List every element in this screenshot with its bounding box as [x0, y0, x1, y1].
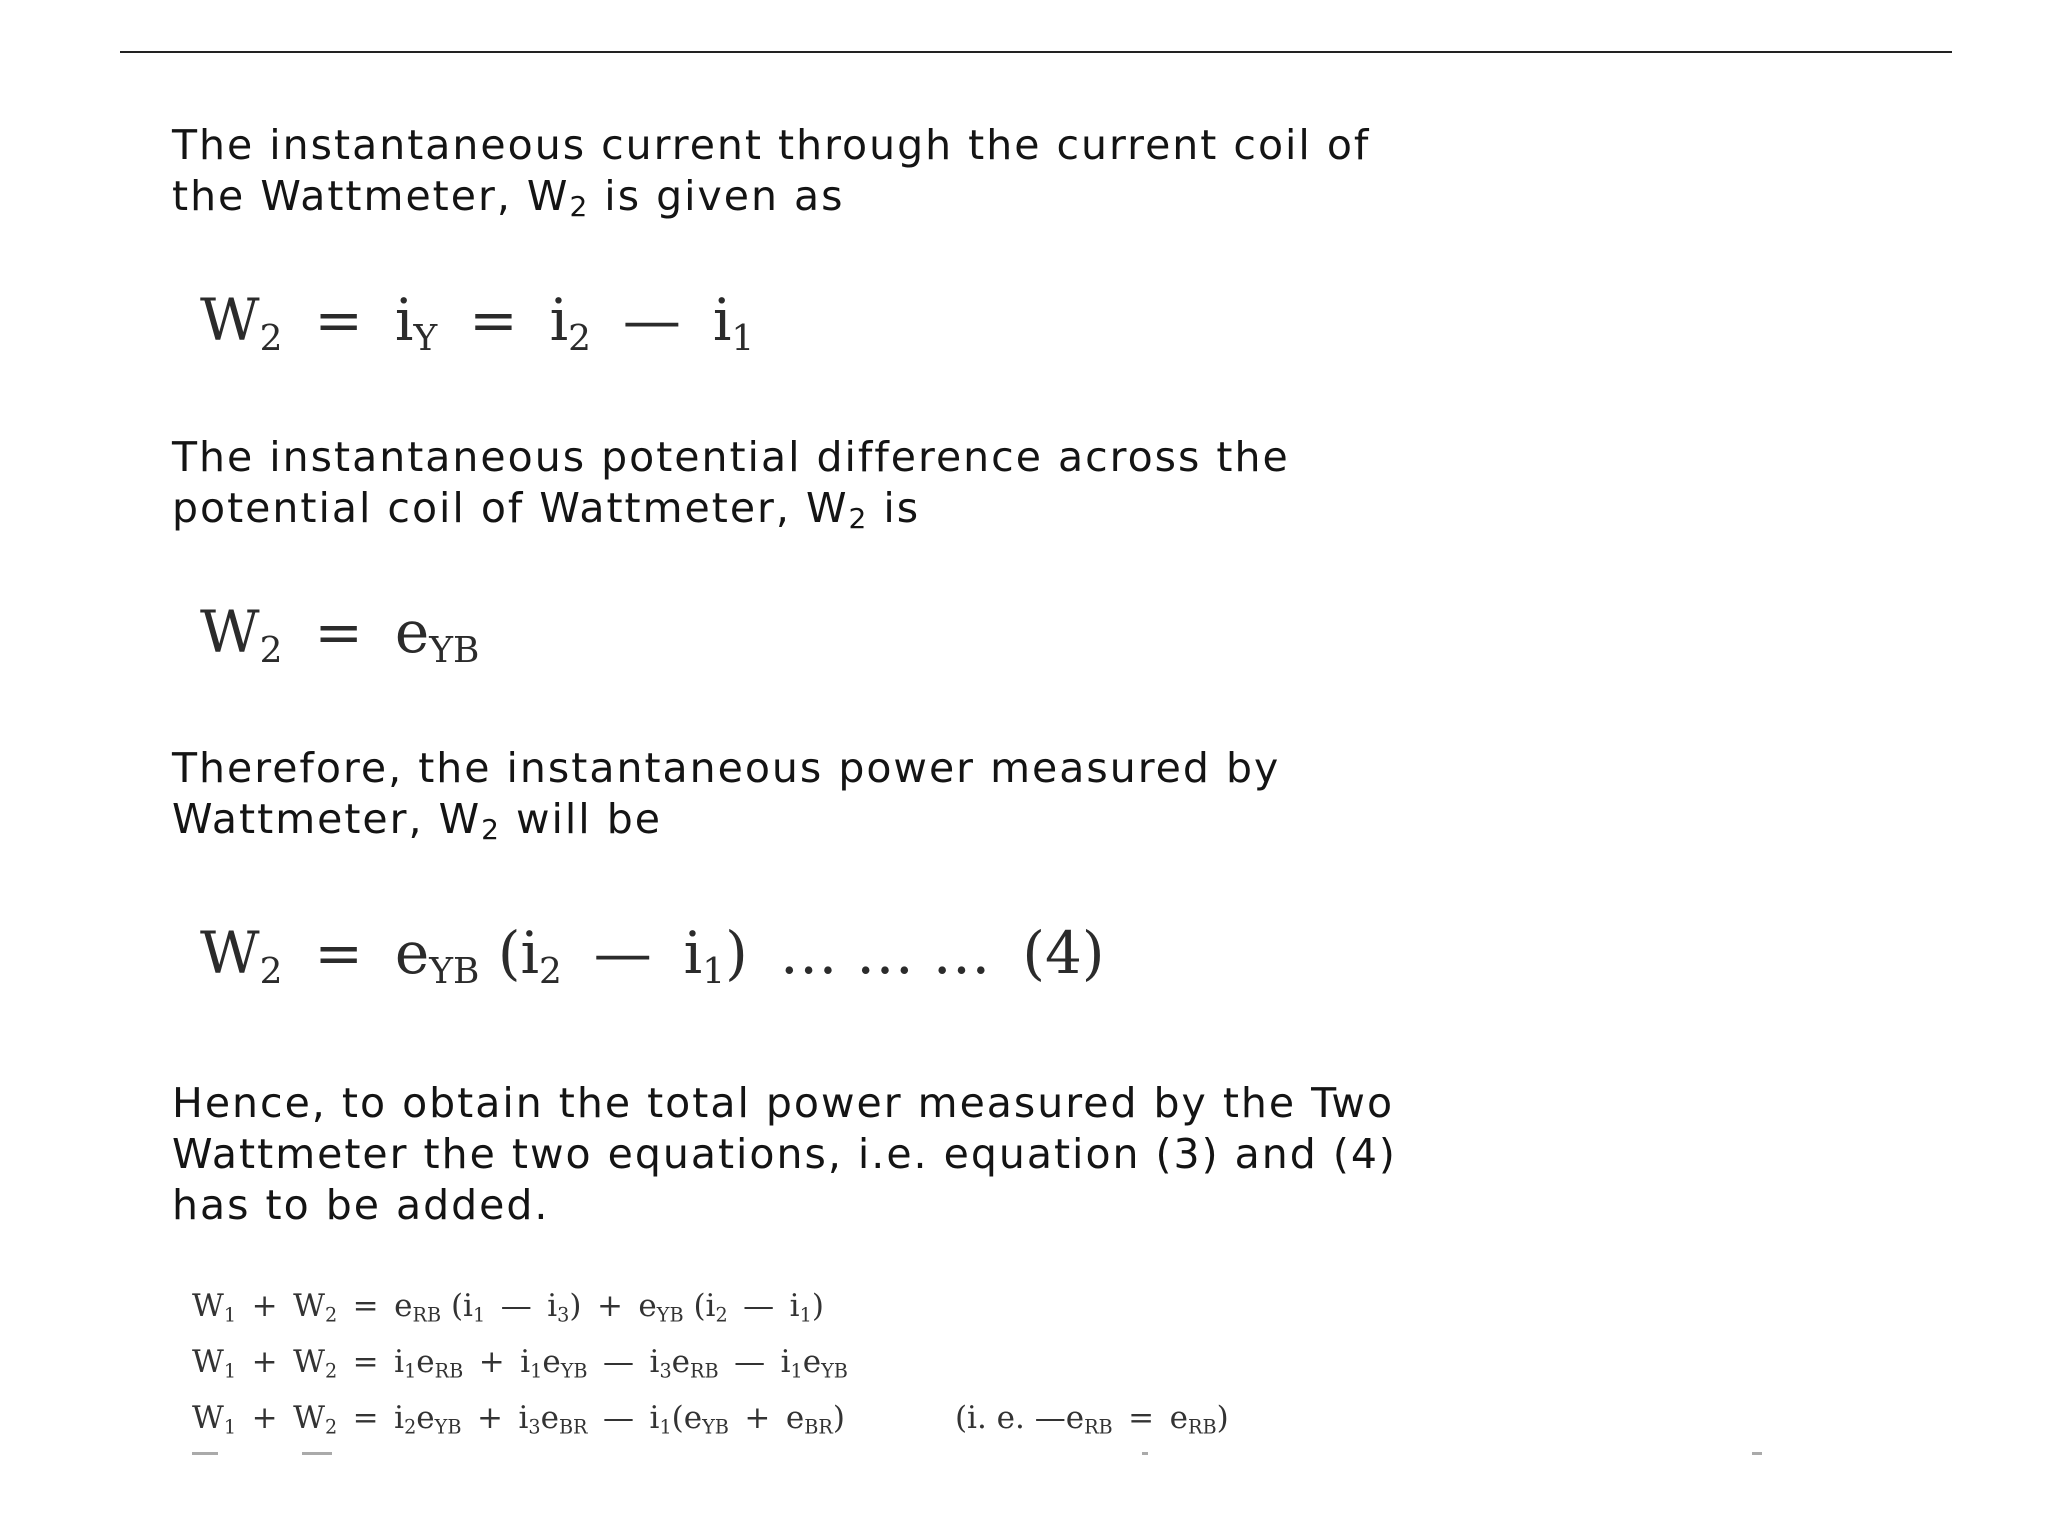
- eq-subscript: YB: [434, 1415, 462, 1439]
- eq-operator: =: [314, 919, 363, 987]
- equation-label: (4): [1022, 919, 1105, 987]
- eq-subscript: 2: [259, 630, 283, 672]
- eq-operator: +: [251, 1400, 278, 1436]
- eq-subscript: RB: [412, 1303, 442, 1327]
- paragraph-line: Hence, to obtain the total power measured by the Two: [172, 1079, 1395, 1127]
- eq-subscript: 2: [324, 1359, 338, 1383]
- remnant-mark: [1142, 1452, 1148, 1455]
- paragraph-potential-coil: [172, 432, 1932, 534]
- equation-potential: [200, 597, 480, 672]
- eq-operator: =: [352, 1344, 379, 1380]
- eq-operator: =: [469, 286, 518, 354]
- eq-operator: =: [352, 1288, 379, 1324]
- eq-operator: =: [314, 598, 363, 666]
- eq-subscript: BR: [558, 1415, 588, 1439]
- eq-symbol: e: [394, 1288, 413, 1324]
- eq-symbol: W: [200, 919, 260, 987]
- subscript: 2: [848, 502, 869, 535]
- eq-symbol: e: [394, 598, 430, 666]
- eq-operator: —: [603, 1344, 635, 1380]
- equation-current: [200, 285, 755, 360]
- eq-subscript: RB: [690, 1359, 719, 1383]
- eq-subscript: 2: [259, 951, 283, 993]
- paragraph-line: [172, 483, 1932, 534]
- text-run: will be: [500, 795, 662, 843]
- eq-operator: +: [251, 1288, 278, 1324]
- eq-symbol: (i: [497, 919, 539, 987]
- eq-symbol: e: [1169, 1400, 1188, 1436]
- paragraph-line: has to be added.: [172, 1181, 550, 1229]
- eq-symbol: W: [192, 1288, 224, 1324]
- eq-subscript: YB: [656, 1303, 684, 1327]
- eq-operator: +: [744, 1400, 771, 1436]
- text-run: potential coil of Wattmeter, W: [172, 484, 849, 532]
- eq-subscript: 2: [404, 1415, 417, 1439]
- remnant-mark: [302, 1452, 332, 1455]
- eq-symbol: e: [785, 1400, 805, 1436]
- eq-symbol: ): [1216, 1400, 1229, 1436]
- eq-symbol: i: [394, 286, 414, 354]
- eq-symbol: W: [192, 1400, 224, 1436]
- eq-symbol: i: [683, 919, 703, 987]
- eq-subscript: 2: [568, 318, 592, 360]
- eq-subscript: 2: [715, 1303, 728, 1327]
- eq-operator: =: [1128, 1400, 1155, 1436]
- eq-subscript: 1: [799, 1303, 812, 1327]
- paragraph-line: [172, 794, 1932, 845]
- eq-subscript: 2: [324, 1303, 338, 1327]
- paragraph-line: The instantaneous current through the current coil of: [172, 121, 1371, 169]
- text-run: is given as: [589, 172, 845, 220]
- equation-sum-1: [192, 1286, 824, 1326]
- eq-operator: —: [593, 919, 652, 987]
- eq-subscript: RB: [1187, 1415, 1217, 1439]
- eq-operator: —: [622, 286, 681, 354]
- subscript: 2: [481, 813, 501, 846]
- eq-symbol: W: [200, 598, 260, 666]
- eq-subscript: 1: [659, 1415, 672, 1439]
- eq-operator: —: [500, 1288, 532, 1324]
- eq-subscript: YB: [429, 630, 480, 672]
- eq-symbol: e: [542, 1344, 561, 1380]
- eq-subscript: 2: [259, 318, 283, 360]
- eq-subscript: 1: [702, 951, 726, 993]
- eq-symbol: W: [192, 1344, 224, 1380]
- eq-symbol: e: [802, 1344, 822, 1380]
- eq-subscript: YB: [429, 951, 480, 993]
- eq-symbol: e: [394, 919, 430, 987]
- paragraph-power: [172, 743, 1932, 845]
- eq-subscript: 2: [324, 1415, 338, 1439]
- eq-subscript: Y: [413, 318, 438, 360]
- eq-subscript: YB: [702, 1415, 729, 1439]
- eq-symbol: i: [649, 1344, 660, 1380]
- eq-symbol: i: [520, 1344, 531, 1380]
- eq-symbol: i: [549, 286, 569, 354]
- paragraph-current-coil: [172, 120, 1932, 222]
- eq-symbol: e: [416, 1400, 435, 1436]
- eq-symbol: ): [811, 1288, 824, 1324]
- eq-operator: =: [314, 286, 363, 354]
- eq-subscript: 3: [557, 1303, 570, 1327]
- eq-subscript: RB: [434, 1359, 464, 1383]
- remnant-mark: [192, 1452, 218, 1455]
- eq-operator: —: [734, 1344, 766, 1380]
- text-run: Wattmeter, W: [172, 795, 482, 843]
- eq-symbol: e: [540, 1400, 559, 1436]
- paragraph-total-power: [172, 1078, 1932, 1231]
- eq-dots: … … …: [779, 919, 991, 987]
- eq-symbol: i: [649, 1400, 660, 1436]
- paragraph-line: Wattmeter the two equations, i.e. equation (3) and (4): [172, 1130, 1397, 1178]
- eq-symbol: ): [569, 1288, 582, 1324]
- eq-subscript: 1: [731, 318, 755, 360]
- paragraph-line: The instantaneous potential difference across the: [172, 433, 1290, 481]
- equation-power-4: [200, 918, 1105, 993]
- eq-symbol: i: [394, 1400, 405, 1436]
- eq-subscript: BR: [804, 1415, 833, 1439]
- eq-subscript: RB: [1084, 1415, 1113, 1439]
- eq-symbol: (e: [671, 1400, 703, 1436]
- cropped-equation-remnant: [192, 1452, 1892, 1458]
- top-divider: [120, 51, 1952, 53]
- eq-symbol: i: [547, 1288, 558, 1324]
- text-run: is: [868, 484, 921, 532]
- eq-symbol: i: [780, 1344, 791, 1380]
- eq-subscript: 1: [472, 1303, 486, 1327]
- eq-subscript: 3: [528, 1415, 541, 1439]
- eq-subscript: 1: [530, 1359, 543, 1383]
- eq-operator: —: [743, 1288, 775, 1324]
- eq-symbol: W: [293, 1288, 325, 1324]
- eq-operator: +: [478, 1344, 505, 1380]
- eq-symbol: i: [789, 1288, 800, 1324]
- eq-symbol: (i: [450, 1288, 473, 1324]
- eq-symbol: e: [671, 1344, 691, 1380]
- eq-subscript: 2: [539, 951, 562, 993]
- remnant-mark: [1752, 1452, 1762, 1455]
- equation-sum-2: [192, 1342, 848, 1382]
- eq-symbol: W: [293, 1400, 325, 1436]
- eq-subscript: 1: [223, 1415, 237, 1439]
- paragraph-line: [172, 171, 1932, 222]
- eq-subscript: 1: [790, 1359, 803, 1383]
- eq-operator: +: [251, 1344, 278, 1380]
- eq-symbol: i: [712, 286, 732, 354]
- eq-symbol: W: [200, 286, 260, 354]
- eq-symbol: e: [638, 1288, 657, 1324]
- eq-subscript: 1: [223, 1303, 237, 1327]
- eq-symbol: e: [416, 1344, 435, 1380]
- subscript: 2: [569, 190, 590, 223]
- eq-symbol: i: [518, 1400, 529, 1436]
- eq-symbol: ): [832, 1400, 845, 1436]
- equation-note: [955, 1398, 1229, 1438]
- eq-symbol: (i. e. —e: [954, 1400, 1085, 1436]
- paragraph-line: Therefore, the instantaneous power measured by: [172, 744, 1281, 792]
- eq-subscript: YB: [560, 1359, 588, 1383]
- eq-operator: —: [603, 1400, 635, 1436]
- eq-symbol: W: [293, 1344, 325, 1380]
- eq-subscript: 1: [404, 1359, 417, 1383]
- eq-subscript: YB: [821, 1359, 848, 1383]
- eq-symbol: ): [725, 919, 748, 987]
- eq-subscript: 3: [659, 1359, 672, 1383]
- text-run: the Wattmeter, W: [172, 172, 570, 220]
- eq-symbol: i: [394, 1344, 405, 1380]
- eq-operator: =: [352, 1400, 379, 1436]
- eq-subscript: 1: [223, 1359, 237, 1383]
- equation-sum-3: [192, 1398, 1229, 1438]
- eq-operator: +: [476, 1400, 503, 1436]
- eq-symbol: (i: [693, 1288, 716, 1324]
- eq-operator: +: [596, 1288, 623, 1324]
